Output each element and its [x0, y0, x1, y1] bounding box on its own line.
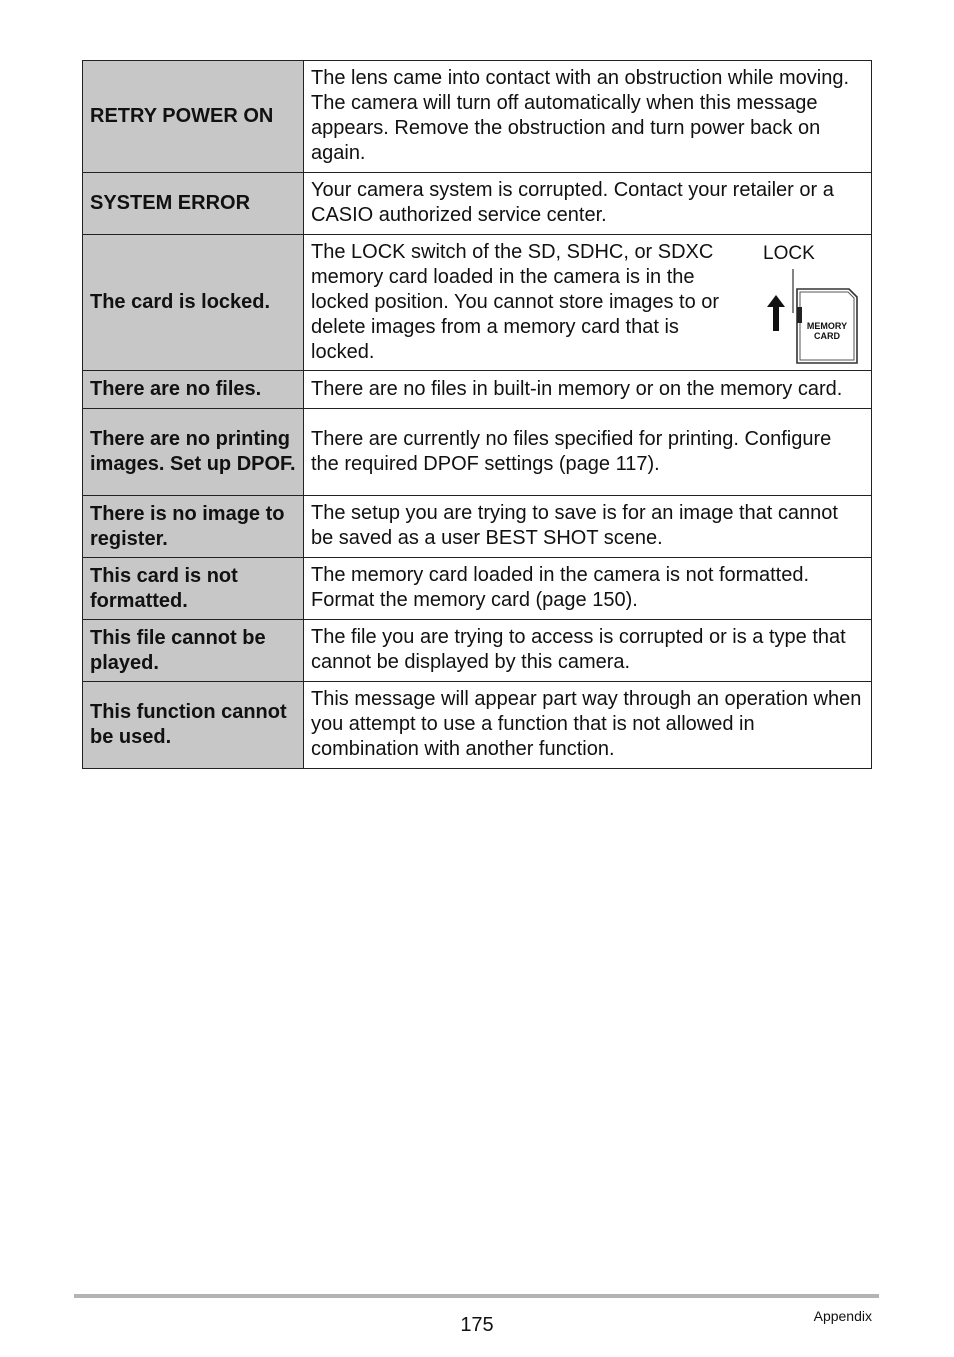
message-description: There are no files in built-in memory or on the memory card. — [304, 371, 872, 409]
table-row — [83, 682, 872, 769]
lock-label: LOCK — [763, 243, 815, 264]
error-message-table — [82, 60, 872, 769]
table-row — [83, 620, 872, 682]
message-description: This message will appear part way through an operation when you attempt to use a function that is not allowed in combination with another function. — [304, 682, 872, 769]
memory-card-icon — [763, 241, 863, 369]
message-description: The LOCK switch of the SD, SDHC, or SDXC memory card loaded in the camera is in the locked position. You cannot store images to or delete images from a memory card that is locked. — [311, 240, 720, 363]
page-number: 175 — [460, 1314, 494, 1336]
message-key: This file cannot be played. — [83, 620, 304, 682]
table-row — [83, 173, 872, 235]
message-key: SYSTEM ERROR — [83, 173, 304, 235]
message-key: There are no printing images. Set up DPOF. — [83, 409, 304, 496]
table-row — [83, 235, 872, 371]
table-row — [83, 409, 872, 496]
table-row — [83, 496, 872, 558]
message-key: This function cannot be used. — [83, 682, 304, 769]
message-key: There are no files. — [83, 371, 304, 409]
card-text-card: CARD — [814, 331, 840, 341]
card-text-memory: MEMORY — [806, 321, 848, 331]
message-key: This card is not formatted. — [83, 558, 304, 620]
message-description: The memory card loaded in the camera is not formatted. Format the memory card (page 150). — [304, 558, 872, 620]
message-key: RETRY POWER ON — [83, 61, 304, 173]
table-row — [83, 61, 872, 173]
table-row — [83, 558, 872, 620]
message-description: Your camera system is corrupted. Contact your retailer or a CASIO authorized service center. — [304, 173, 872, 235]
footer-divider — [74, 1294, 879, 1298]
message-description: The file you are trying to access is corrupted or is a type that cannot be displayed by this camera. — [304, 620, 872, 682]
message-description: The setup you are trying to save is for an image that cannot be saved as a user BEST SHOT scene. — [304, 496, 872, 558]
table-row — [83, 371, 872, 409]
message-key: There is no image to register. — [83, 496, 304, 558]
message-description: There are currently no files specified for printing. Configure the required DPOF settings (page 117). — [304, 409, 872, 496]
message-description: The lens came into contact with an obstruction while moving. The camera will turn off automatically when this message appears. Remove the obstruction and turn power back on again. — [304, 61, 872, 173]
memory-card-lock-illustration — [763, 241, 863, 369]
section-name: Appendix — [813, 1308, 872, 1324]
message-key: The card is locked. — [83, 235, 304, 371]
message-description-with-figure — [304, 235, 872, 371]
